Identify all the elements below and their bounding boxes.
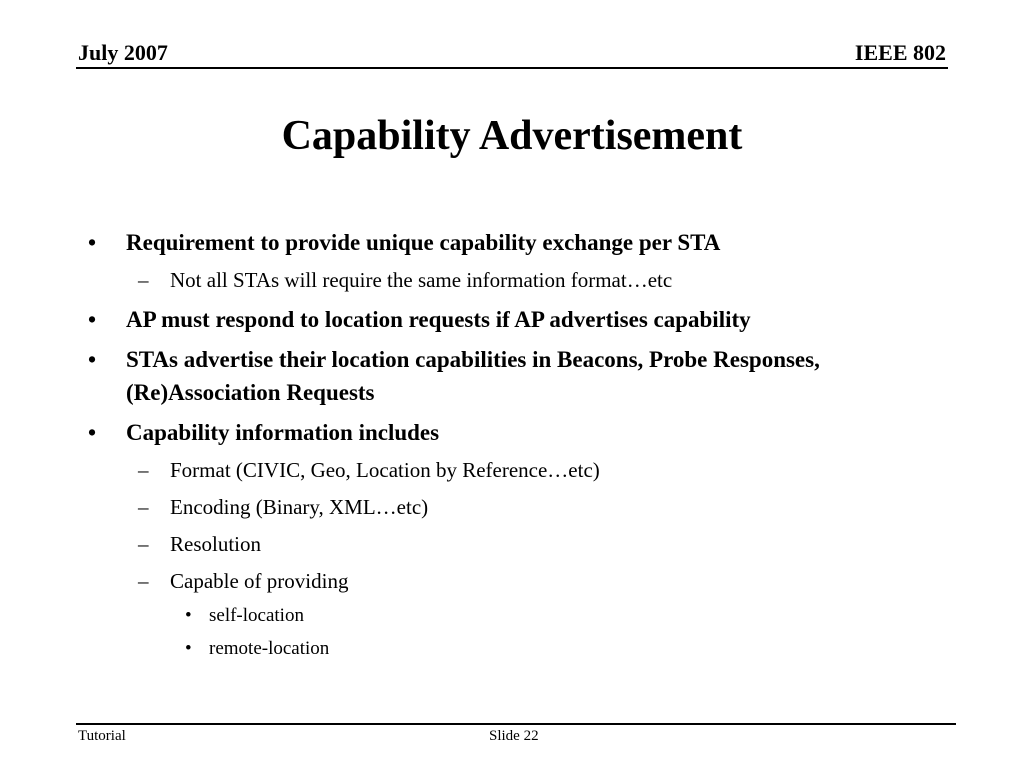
sub-bullet-item	[88, 567, 918, 595]
bullet-text: Capability information includes	[126, 420, 440, 445]
dash-icon: –	[138, 268, 149, 292]
sub-sub-bullet-item	[88, 604, 918, 628]
bullet-icon: •	[88, 420, 97, 445]
sub-bullet-text: Encoding (Binary, XML…etc)	[170, 495, 429, 519]
bullet-icon: •	[88, 230, 97, 255]
header-rule	[76, 67, 948, 69]
sub-sub-bullet-text: self-location	[209, 605, 304, 626]
dash-icon: –	[138, 569, 149, 593]
bullet-icon: •	[185, 605, 192, 626]
dash-icon: –	[138, 495, 149, 519]
bullet-icon: •	[88, 307, 97, 332]
sub-bullet-text: Format (CIVIC, Geo, Location by Reference…etc)	[170, 458, 600, 482]
dash-icon: –	[138, 532, 149, 556]
bullet-item	[88, 343, 918, 409]
header-date: July 2007	[78, 40, 168, 65]
sub-bullet-text: Resolution	[170, 532, 262, 556]
bullet-text: Requirement to provide unique capability exchange per STA	[126, 230, 721, 255]
sub-bullet-text: Not all STAs will require the same information format…etc	[170, 268, 673, 292]
bullet-item	[88, 226, 918, 259]
bullet-text: STAs advertise their location capabilities in Beacons, Probe Responses, (Re)Association Requests	[126, 347, 820, 405]
dash-icon: –	[138, 458, 149, 482]
sub-bullet-item	[88, 530, 918, 558]
header-org: IEEE 802	[854, 40, 946, 65]
bullet-item	[88, 416, 918, 449]
sub-sub-bullet-item	[88, 637, 918, 661]
slide-title: Capability Advertisement	[281, 113, 743, 159]
slide-number: Slide 22	[489, 728, 539, 744]
bullet-text: AP must respond to location requests if AP advertises capability	[126, 307, 751, 332]
sub-sub-bullet-text: remote-location	[209, 638, 330, 659]
sub-bullet-item	[88, 456, 918, 484]
sub-bullet-item	[88, 493, 918, 521]
slide-content	[88, 226, 918, 670]
bullet-item	[88, 303, 918, 336]
bullet-icon: •	[185, 638, 192, 659]
footer-label: Tutorial	[78, 728, 126, 744]
footer-rule	[76, 723, 956, 725]
sub-bullet-item	[88, 266, 918, 294]
sub-bullet-text: Capable of providing	[170, 569, 349, 593]
bullet-icon: •	[88, 347, 97, 372]
